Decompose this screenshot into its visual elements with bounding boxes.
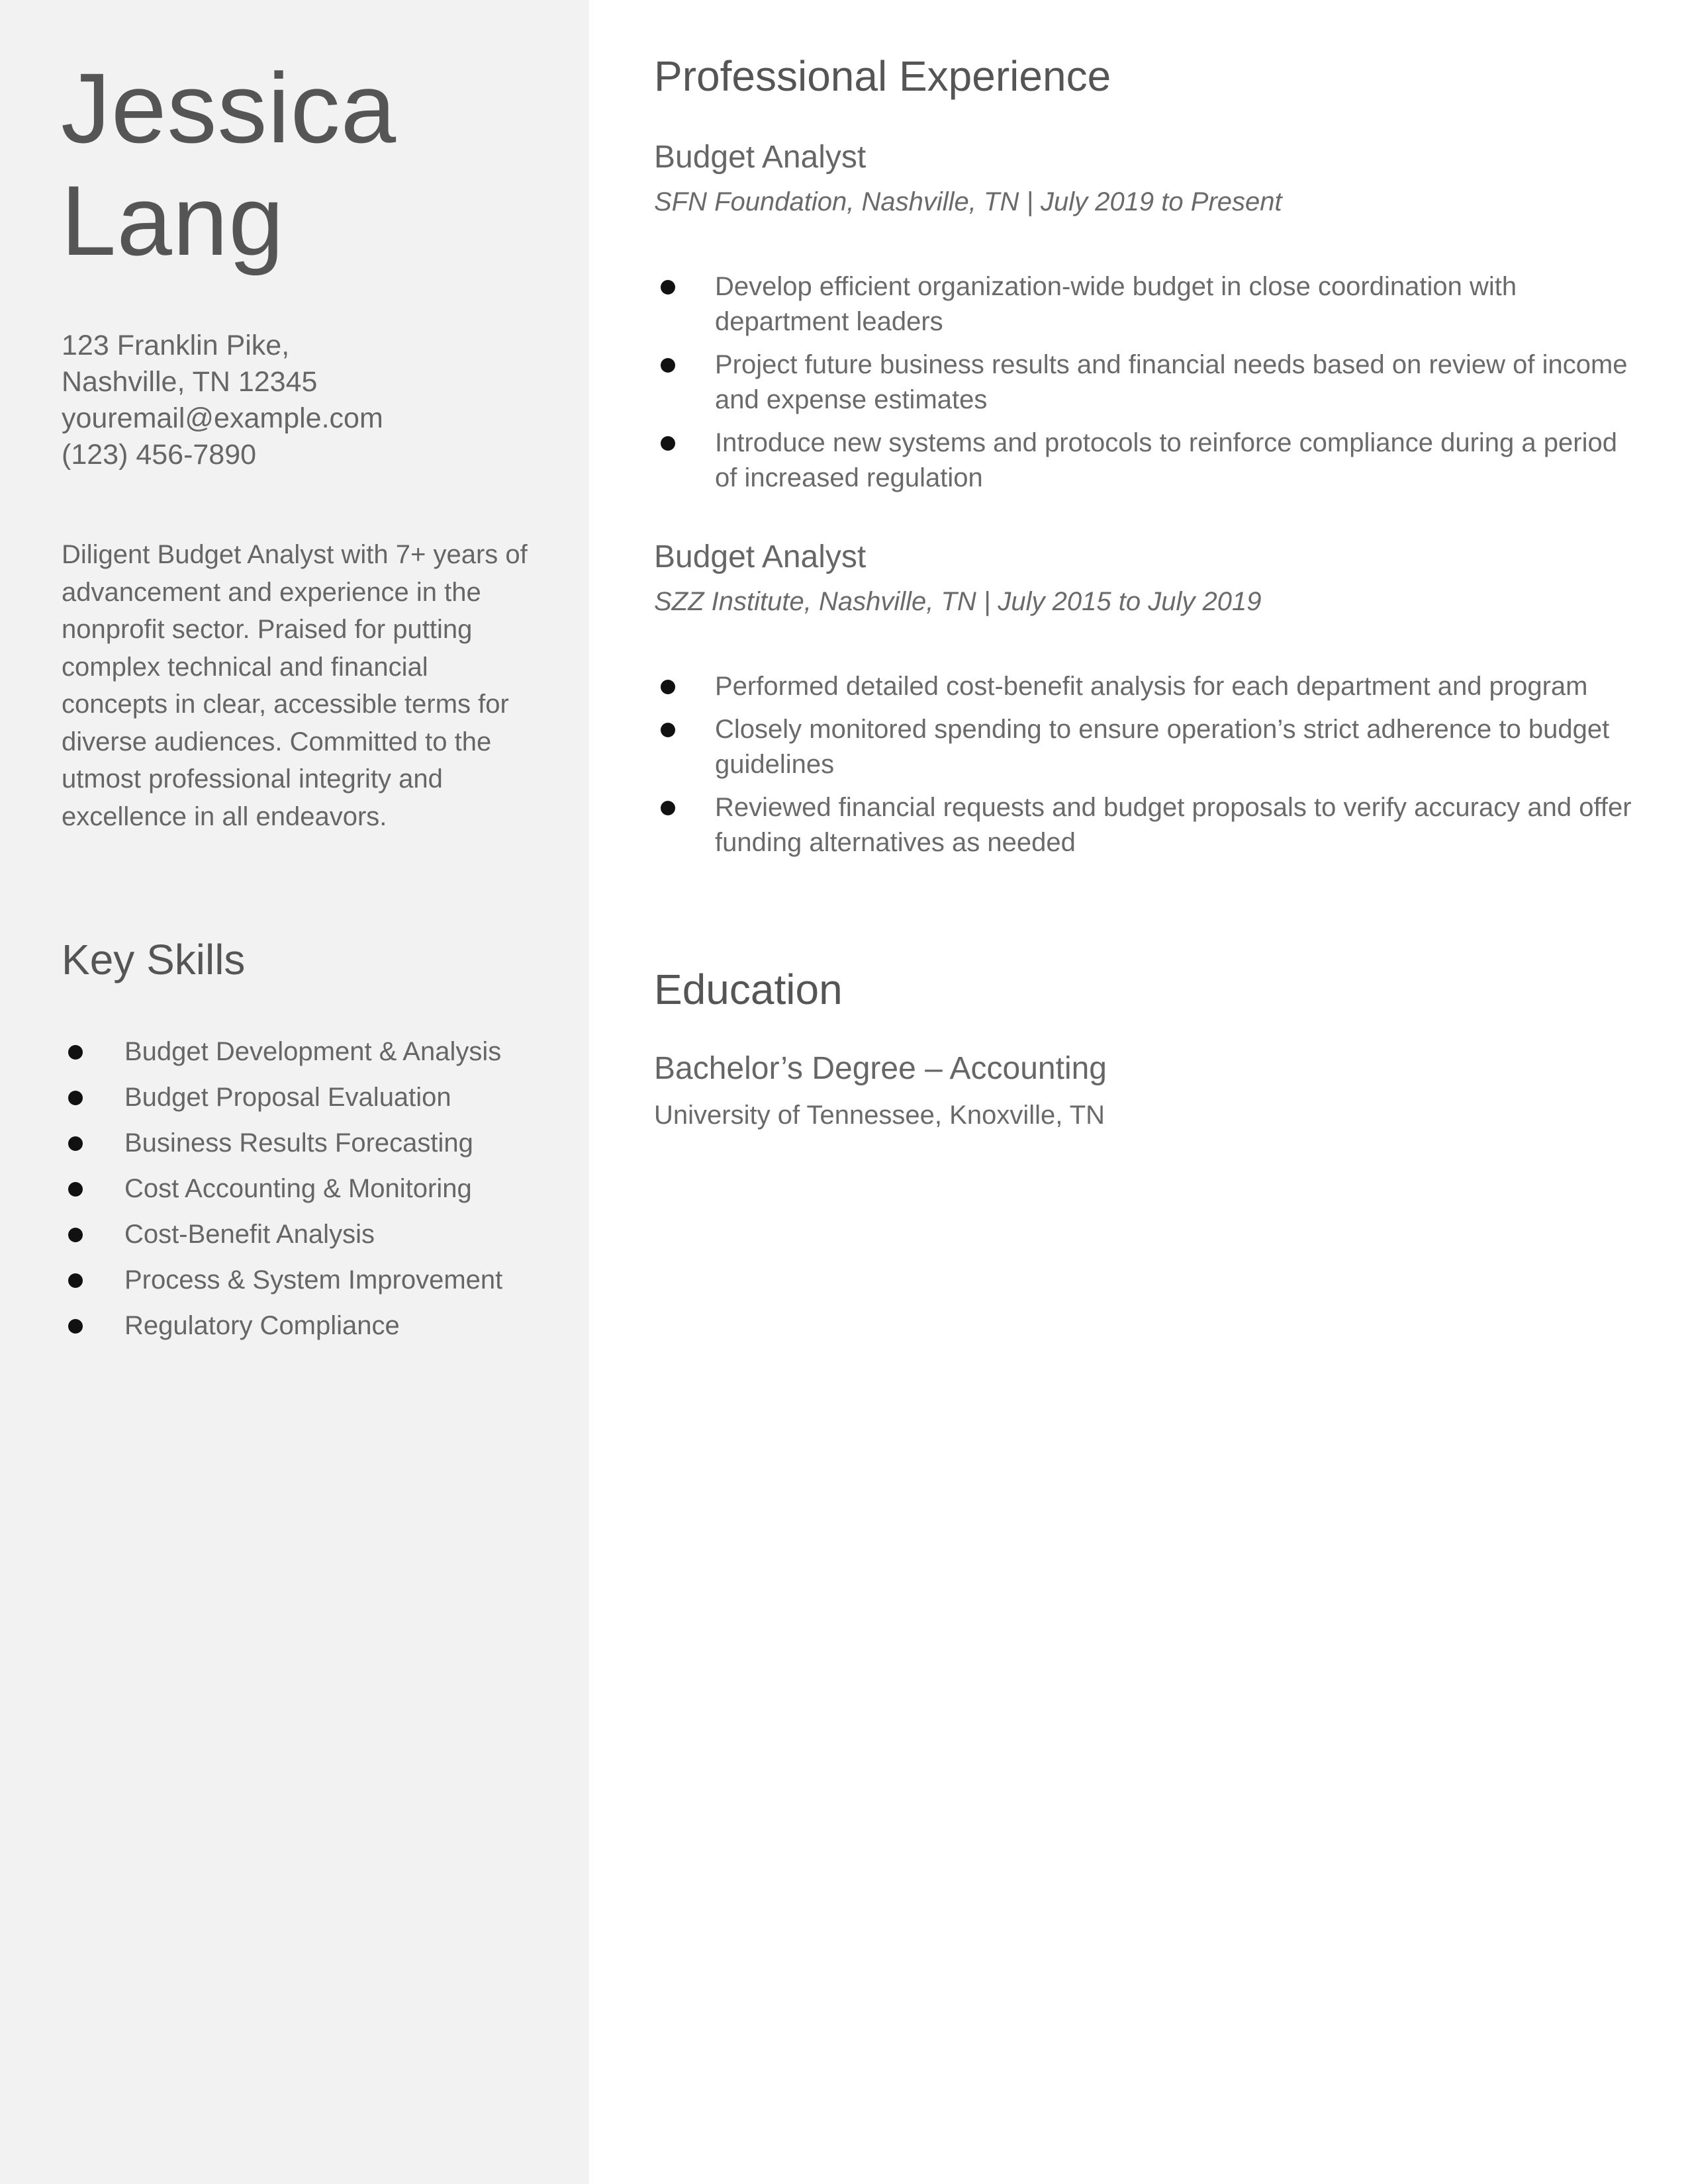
job-meta: SZZ Institute, Nashville, TN | July 2015 to July 2019 — [654, 587, 1262, 616]
bullet-icon — [68, 1136, 83, 1151]
education-degree: Bachelor’s Degree – Accounting — [654, 1051, 1107, 1086]
bullet-icon — [68, 1091, 83, 1105]
skill-item — [62, 1257, 502, 1303]
bullet-icon — [68, 1319, 83, 1334]
job-meta: SFN Foundation, Nashville, TN | July 2019 to Present — [654, 187, 1282, 216]
address-line-1: 123 Franklin Pike, — [62, 330, 290, 361]
bullet-icon — [661, 723, 675, 737]
skill-item — [62, 1166, 502, 1212]
skill-label: Process & System Improvement — [124, 1265, 503, 1295]
job-bullet-item — [654, 269, 1634, 340]
skill-item — [62, 1029, 502, 1075]
skills-list — [62, 1029, 502, 1349]
skill-label: Regulatory Compliance — [124, 1311, 400, 1340]
job-bullet-text: Closely monitored spending to ensure operation’s strict adherence to budget guidelines — [715, 715, 1610, 779]
first-name: Jessica — [61, 52, 397, 163]
job-bullet-text: Reviewed financial requests and budget proposals to verify accuracy and offer funding alternatives as needed — [715, 793, 1632, 857]
bullet-icon — [68, 1228, 83, 1242]
job-bullet-item — [654, 669, 1634, 704]
education-heading: Education — [654, 966, 843, 1013]
job-bullets — [654, 669, 1634, 868]
job-bullet-text: Project future business results and financial needs based on review of income and expense estimates — [715, 350, 1628, 414]
job-bullets — [654, 269, 1634, 504]
bullet-icon — [661, 680, 675, 694]
skill-label: Budget Proposal Evaluation — [124, 1083, 451, 1112]
address-line-2: Nashville, TN 12345 — [62, 366, 318, 398]
candidate-name — [61, 52, 397, 277]
job-bullet-item — [654, 426, 1634, 496]
email: youremail@example.com — [62, 402, 383, 434]
job-bullet-item — [654, 790, 1634, 860]
job-bullet-text: Develop efficient organization-wide budget in close coordination with department leaders — [715, 272, 1517, 336]
sidebar — [0, 0, 589, 2184]
contact-info — [62, 328, 383, 473]
job-bullet-text: Introduce new systems and protocols to reinforce compliance during a period of increased regulation — [715, 428, 1617, 492]
last-name: Lang — [61, 165, 285, 276]
bullet-icon — [68, 1182, 83, 1197]
skill-item — [62, 1120, 502, 1166]
skill-label: Budget Development & Analysis — [124, 1037, 502, 1066]
job-bullet-text: Performed detailed cost-benefit analysis for each department and program — [715, 672, 1588, 701]
skill-label: Cost-Benefit Analysis — [124, 1220, 375, 1249]
job-bullet-item — [654, 712, 1634, 782]
bullet-icon — [68, 1273, 83, 1288]
summary: Diligent Budget Analyst with 7+ years of advancement and experience in the nonprofit sector. Praised for putting complex technical and financial concepts in clear, accessible terms for diverse audiences. Committed to the utmost professional integrity and excellence in all endeavors. — [62, 540, 528, 831]
skill-item — [62, 1303, 502, 1349]
skill-item — [62, 1075, 502, 1120]
bullet-icon — [68, 1045, 83, 1060]
bullet-icon — [661, 358, 675, 373]
education-school: University of Tennessee, Knoxville, TN — [654, 1101, 1105, 1130]
phone: (123) 456-7890 — [62, 439, 257, 471]
job-bullet-item — [654, 347, 1634, 418]
job-title: Budget Analyst — [654, 140, 867, 175]
bullet-icon — [661, 436, 675, 451]
job-title: Budget Analyst — [654, 539, 867, 574]
bullet-icon — [661, 801, 675, 815]
skill-label: Cost Accounting & Monitoring — [124, 1174, 472, 1203]
skill-label: Business Results Forecasting — [124, 1128, 473, 1158]
experience-heading: Professional Experience — [654, 52, 1111, 100]
bullet-icon — [661, 280, 675, 295]
skill-item — [62, 1212, 502, 1257]
key-skills-heading: Key Skills — [62, 936, 246, 983]
